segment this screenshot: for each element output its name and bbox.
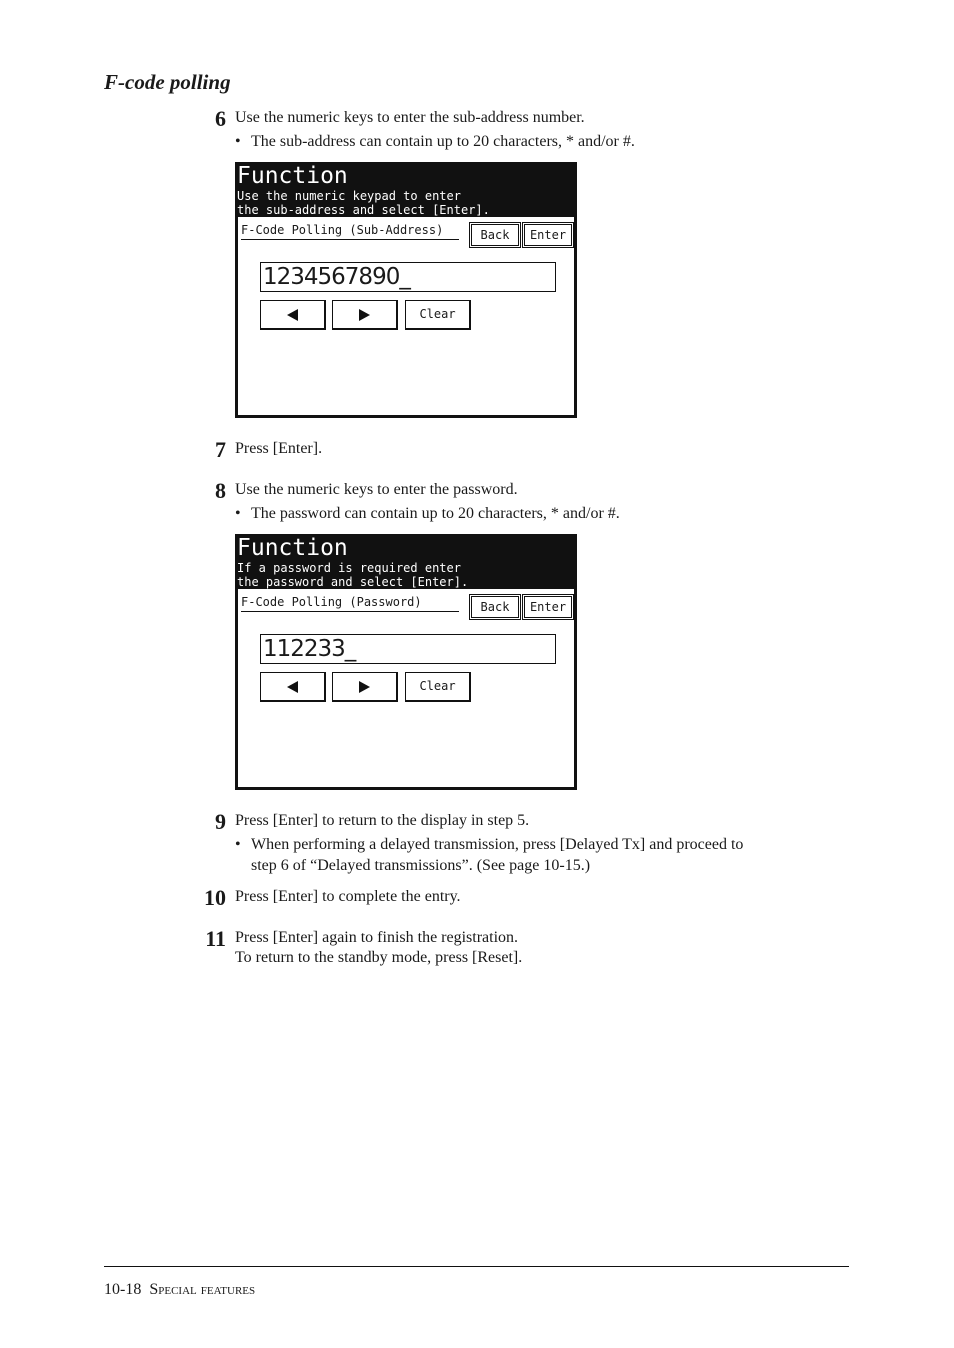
bullet-dot: • [235,133,241,150]
lcd-message-line: the password and select [Enter]. [237,575,469,589]
cursor-right-button[interactable] [332,300,398,330]
bullet-text-line: When performing a delayed transmission, press [Delayed Tx] and proceed to [251,836,744,853]
step-text: Press [Enter] to return to the display in step 5. [235,812,530,829]
step-number: 10 [204,885,226,910]
lcd-message-line: Use the numeric keypad to enter [237,189,461,203]
lcd-title: Function [237,163,348,189]
step-text-line: To return to the standby mode, press [Reset]. [235,949,523,966]
bullet-dot: • [235,836,241,853]
lcd-header [236,535,576,589]
right-arrow-icon [359,309,370,321]
bullet-text: The sub-address can contain up to 20 characters, * and/or #. [251,133,635,150]
lcd-header [236,163,576,217]
lcd-message-line: If a password is required enter [237,561,461,575]
clear-button[interactable]: Clear [405,672,471,702]
step-text: Use the numeric keys to enter the password. [235,481,518,498]
cursor-right-button[interactable] [332,672,398,702]
sub-address-input[interactable]: 1234567890_ [260,262,556,292]
back-button[interactable]: Back [471,224,519,246]
section-title: F-code polling [104,70,231,94]
step-number: 11 [205,926,226,951]
lcd-message-line: the sub-address and select [Enter]. [237,203,490,217]
bullet-item [235,503,845,524]
lcd-subtitle: F-Code Polling (Sub-Address) [241,223,459,240]
lcd-title: Function [237,535,348,561]
step-text: Use the numeric keys to enter the sub-address number. [235,109,585,126]
password-input[interactable]: 112233_ [260,634,556,664]
step-text: Press [Enter]. [235,440,323,457]
step-number: 8 [215,478,226,503]
enter-button[interactable]: Enter [524,596,572,618]
bullet-dot: • [235,505,241,522]
bullet-item [235,131,845,152]
lcd-subtitle: F-Code Polling (Password) [241,595,459,612]
step-text-line: Press [Enter] again to finish the registration. [235,929,519,946]
step-number: 6 [215,106,226,131]
enter-button[interactable]: Enter [524,224,572,246]
chapter-name: Special features [149,1281,256,1298]
lcd-body [236,589,576,789]
cursor-left-button[interactable] [260,300,326,330]
cursor-left-button[interactable] [260,672,326,702]
right-arrow-icon [359,681,370,693]
page-number: 10-18 [104,1281,142,1298]
footer [104,1281,255,1299]
clear-button[interactable]: Clear [405,300,471,330]
lcd-body [236,217,576,417]
bullet-item [235,834,845,876]
step-number: 9 [215,809,226,834]
footer-rule [104,1266,849,1267]
back-button[interactable]: Back [471,596,519,618]
left-arrow-icon [287,681,298,693]
bullet-text: The password can contain up to 20 characters, * and/or #. [251,505,620,522]
lcd-screen-password [235,534,577,790]
left-arrow-icon [287,309,298,321]
bullet-text-line: step 6 of “Delayed transmissions”. (See page 10-15.) [251,857,591,874]
step-text: Press [Enter] to complete the entry. [235,888,461,905]
lcd-screen-sub-address [235,162,577,418]
step-number: 7 [215,437,226,462]
